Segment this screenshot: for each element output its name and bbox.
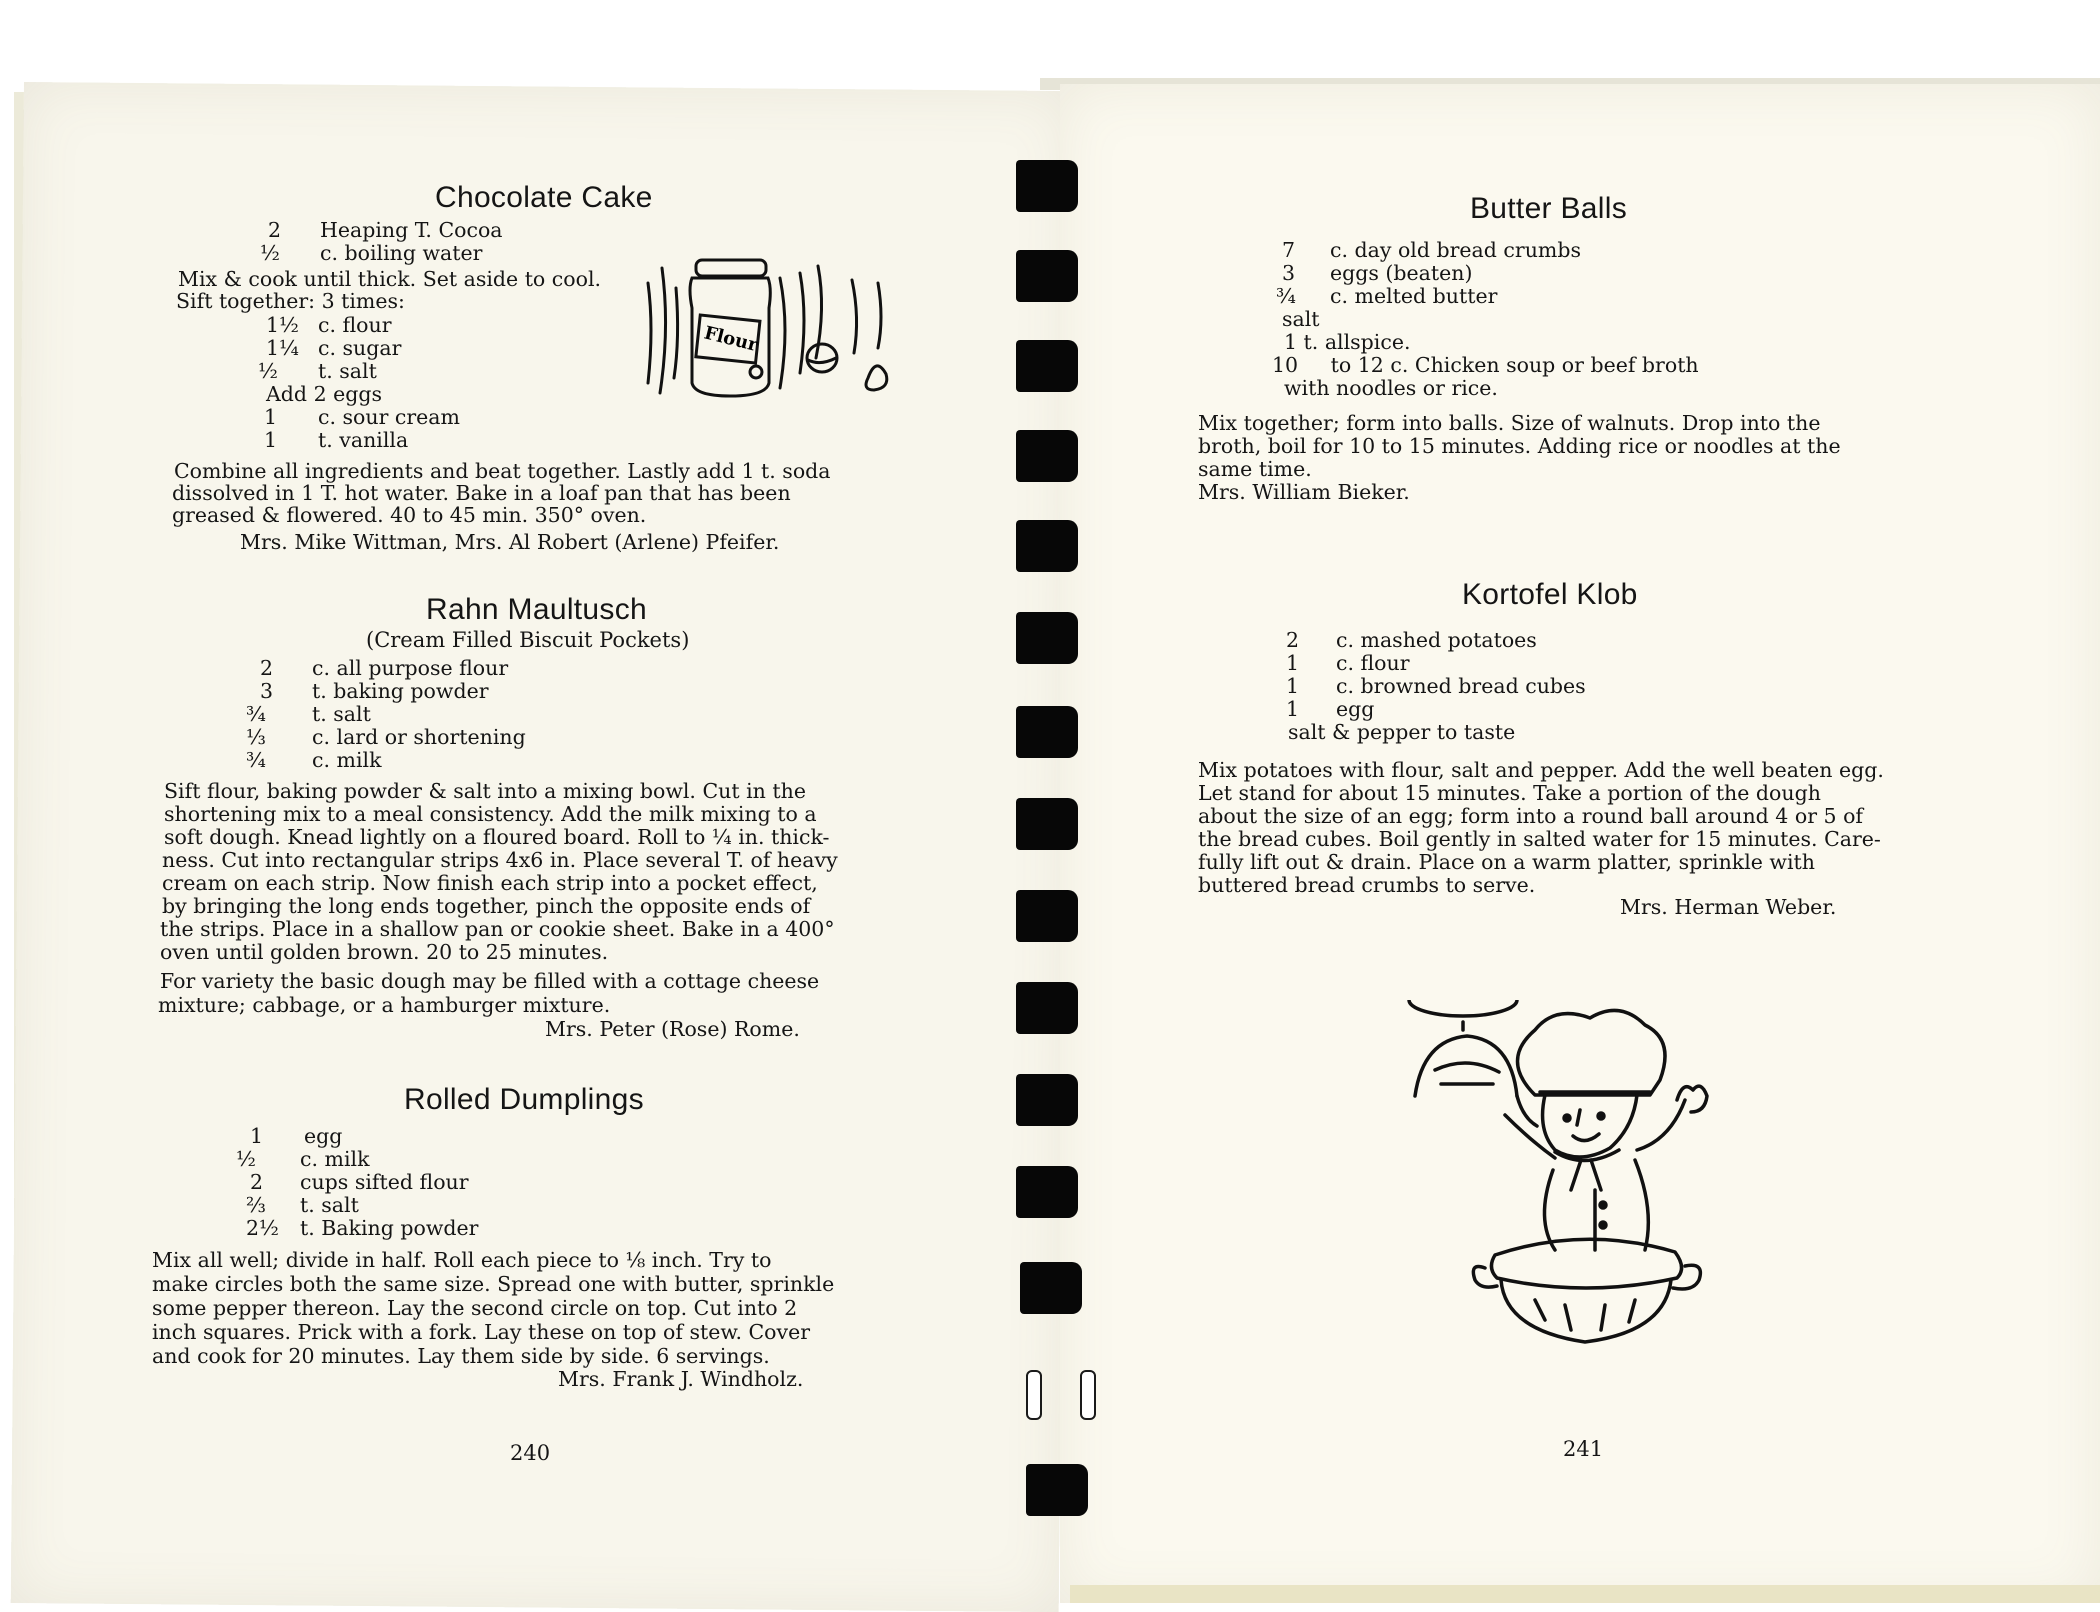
instruction-line: some pepper thereon. Lay the second circle on top. Cut into 2 bbox=[152, 1296, 798, 1320]
ingredient-item: c. mashed potatoes bbox=[1336, 628, 1537, 652]
chef-illustration bbox=[1405, 1000, 1735, 1350]
ingredient-item: eggs (beaten) bbox=[1330, 261, 1473, 285]
ingredient-item: c. milk bbox=[300, 1147, 370, 1171]
ingredient-item: t. vanilla bbox=[318, 428, 409, 452]
ingredient-qty: 1 bbox=[1286, 674, 1300, 698]
instruction-line: buttered bread crumbs to serve. bbox=[1198, 873, 1536, 897]
ingredient-line: with noodles or rice. bbox=[1284, 376, 1498, 400]
instruction-line: Combine all ingredients and beat together. Lastly add 1 t. soda bbox=[174, 459, 831, 483]
ingredient-item: c. sugar bbox=[318, 336, 402, 360]
rahn-maultusch-subtitle: (Cream Filled Biscuit Pockets) bbox=[366, 628, 690, 652]
ingredient-item: egg bbox=[1336, 697, 1375, 721]
instruction-line: inch squares. Prick with a fork. Lay these on top of stew. Cover bbox=[152, 1320, 811, 1344]
instruction-line: same time. bbox=[1198, 457, 1312, 481]
ingredient-item: c. browned bread cubes bbox=[1336, 674, 1586, 698]
binding-coil bbox=[1016, 706, 1078, 758]
rahn-maultusch-title: Rahn Maultusch bbox=[426, 593, 647, 626]
binding-coil bbox=[1026, 1464, 1088, 1516]
ingredient-qty: 1 bbox=[250, 1124, 264, 1148]
kortofel-klob-title: Kortofel Klob bbox=[1462, 578, 1638, 611]
page-number-left: 240 bbox=[510, 1441, 551, 1465]
ingredient-qty: ¾ bbox=[246, 748, 266, 772]
recipe-credit: Mrs. Peter (Rose) Rome. bbox=[545, 1017, 800, 1041]
recipe-credit: Mrs. William Bieker. bbox=[1198, 480, 1410, 504]
binding-hole bbox=[1080, 1370, 1096, 1420]
binding-coil bbox=[1016, 250, 1078, 302]
binding-coil bbox=[1016, 612, 1078, 664]
ingredient-line: 1 t. allspice. bbox=[1284, 330, 1411, 354]
ingredient-item: t. baking powder bbox=[312, 679, 489, 703]
ingredient-qty: 2 bbox=[250, 1170, 264, 1194]
binding-coil bbox=[1016, 430, 1078, 482]
binding-coil bbox=[1020, 1262, 1082, 1314]
binding-hole bbox=[1026, 1370, 1042, 1420]
instruction-line: fully lift out & drain. Place on a warm platter, sprinkle with bbox=[1198, 850, 1815, 874]
variety-line: For variety the basic dough may be filled with a cottage cheese bbox=[160, 969, 820, 993]
ingredient-qty: 3 bbox=[1282, 261, 1296, 285]
instruction-line: make circles both the same size. Spread one with butter, sprinkle bbox=[152, 1272, 835, 1296]
ingredient-item: c. flour bbox=[1336, 651, 1410, 675]
instruction-line: ness. Cut into rectangular strips 4x6 in. Place several T. of heavy bbox=[162, 848, 838, 872]
ingredient-qty: 2 bbox=[1286, 628, 1300, 652]
ingredient-item: c. boiling water bbox=[320, 241, 483, 265]
ingredient-qty: 1 bbox=[264, 405, 278, 429]
variety-line: mixture; cabbage, or a hamburger mixture. bbox=[158, 993, 611, 1017]
recipe-credit: Mrs. Frank J. Windholz. bbox=[558, 1367, 804, 1391]
instruction-line: Mix all well; divide in half. Roll each piece to ⅛ inch. Try to bbox=[152, 1248, 772, 1272]
binding-coil bbox=[1016, 520, 1078, 572]
ingredient-qty: ¾ bbox=[246, 702, 266, 726]
ingredient-item: c. lard or shortening bbox=[312, 725, 526, 749]
instruction-line: Sift flour, baking powder & salt into a mixing bowl. Cut in the bbox=[164, 779, 806, 803]
instruction-line: by bringing the long ends together, pinch the opposite ends of bbox=[162, 894, 811, 918]
ingredient-item: c. day old bread crumbs bbox=[1330, 238, 1581, 262]
binding-coil bbox=[1016, 982, 1078, 1034]
ingredient-item: c. melted butter bbox=[1330, 284, 1498, 308]
instruction-line: oven until golden brown. 20 to 25 minutes. bbox=[160, 940, 609, 964]
jar-label: Flour bbox=[702, 322, 760, 356]
butter-balls-title: Butter Balls bbox=[1470, 192, 1627, 225]
binding-coil bbox=[1016, 890, 1078, 942]
instruction-line: the bread cubes. Boil gently in salted water for 15 minutes. Care- bbox=[1198, 827, 1881, 851]
ingredient-item: c. sour cream bbox=[318, 405, 460, 429]
binding-coil bbox=[1016, 798, 1078, 850]
ingredient-qty: 2½ bbox=[246, 1216, 279, 1240]
page-number-right: 241 bbox=[1563, 1437, 1604, 1461]
ingredient-qty: 1 bbox=[264, 428, 278, 452]
seasoning-line: salt & pepper to taste bbox=[1288, 720, 1516, 744]
ingredient-item: Heaping T. Cocoa bbox=[320, 218, 503, 242]
ingredient-item: c. all purpose flour bbox=[312, 656, 509, 680]
instruction-line: about the size of an egg; form into a round ball around 4 or 5 of bbox=[1198, 804, 1863, 828]
instruction-line: broth, boil for 10 to 15 minutes. Adding rice or noodles at the bbox=[1198, 434, 1841, 458]
instruction-line: Let stand for about 15 minutes. Take a portion of the dough bbox=[1198, 781, 1821, 805]
ingredient-qty: ½ bbox=[236, 1147, 256, 1171]
binding-coil bbox=[1016, 160, 1078, 212]
ingredient-qty: ⅓ bbox=[246, 725, 266, 749]
binding-coil bbox=[1016, 1074, 1078, 1126]
ingredient-item: t. salt bbox=[318, 359, 377, 383]
ingredient-item: t. Baking powder bbox=[300, 1216, 479, 1240]
instruction-line: Mix together; form into balls. Size of walnuts. Drop into the bbox=[1198, 411, 1821, 435]
ingredient-item: t. salt bbox=[312, 702, 371, 726]
chocolate-cake-title: Chocolate Cake bbox=[435, 181, 653, 214]
instruction-line: Mix potatoes with flour, salt and pepper. Add the well beaten egg. bbox=[1198, 758, 1884, 782]
rolled-dumplings-title: Rolled Dumplings bbox=[404, 1083, 644, 1116]
ingredient-qty: 3 bbox=[260, 679, 274, 703]
instruction-line: greased & flowered. 40 to 45 min. 350° oven. bbox=[172, 503, 647, 527]
ingredient-item: c. milk bbox=[312, 748, 382, 772]
ingredient-qty: 2 bbox=[268, 218, 282, 242]
ingredient-qty: 1 bbox=[1286, 697, 1300, 721]
instruction-line: the strips. Place in a shallow pan or cookie sheet. Bake in a 400° bbox=[160, 917, 835, 941]
recipe-credit: Mrs. Mike Wittman, Mrs. Al Robert (Arlene) Pfeifer. bbox=[240, 530, 780, 554]
ingredient-qty: 1¼ bbox=[266, 336, 299, 360]
instruction-line: and cook for 20 minutes. Lay them side by side. 6 servings. bbox=[152, 1344, 770, 1368]
binding-coil bbox=[1016, 1166, 1078, 1218]
ingredient-qty: 7 bbox=[1282, 238, 1296, 262]
chocolate-cake-step: Mix & cook until thick. Set aside to cool. bbox=[178, 267, 602, 291]
instruction-line: shortening mix to a meal consistency. Add the milk mixing to a bbox=[164, 802, 817, 826]
instruction-line: soft dough. Knead lightly on a floured board. Roll to ¼ in. thick- bbox=[164, 825, 830, 849]
ingredient-line: 10 to 12 c. Chicken soup or beef broth bbox=[1272, 353, 1699, 377]
ingredient-qty: ¾ bbox=[1276, 284, 1296, 308]
binding-coil bbox=[1016, 340, 1078, 392]
add-eggs: Add 2 eggs bbox=[266, 382, 383, 406]
ingredient-item: c. flour bbox=[318, 313, 392, 337]
instruction-line: dissolved in 1 T. hot water. Bake in a loaf pan that has been bbox=[172, 481, 791, 505]
ingredient-line: salt bbox=[1282, 307, 1320, 331]
ingredient-qty: 2 bbox=[260, 656, 274, 680]
chocolate-cake-step: Sift together: 3 times: bbox=[176, 289, 405, 313]
ingredient-item: t. salt bbox=[300, 1193, 359, 1217]
recipe-credit: Mrs. Herman Weber. bbox=[1620, 895, 1837, 919]
ingredient-qty: ⅔ bbox=[246, 1193, 266, 1217]
instruction-line: cream on each strip. Now finish each strip into a pocket effect, bbox=[162, 871, 818, 895]
ingredient-item: cups sifted flour bbox=[300, 1170, 469, 1194]
ingredient-item: egg bbox=[304, 1124, 343, 1148]
flour-jar-illustration bbox=[640, 248, 900, 403]
ingredient-qty: ½ bbox=[258, 359, 278, 383]
ingredient-qty: 1 bbox=[1286, 651, 1300, 675]
page-bottom-edge bbox=[1070, 1585, 2100, 1603]
ingredient-qty: ½ bbox=[260, 241, 280, 265]
ingredient-qty: 1½ bbox=[266, 313, 299, 337]
